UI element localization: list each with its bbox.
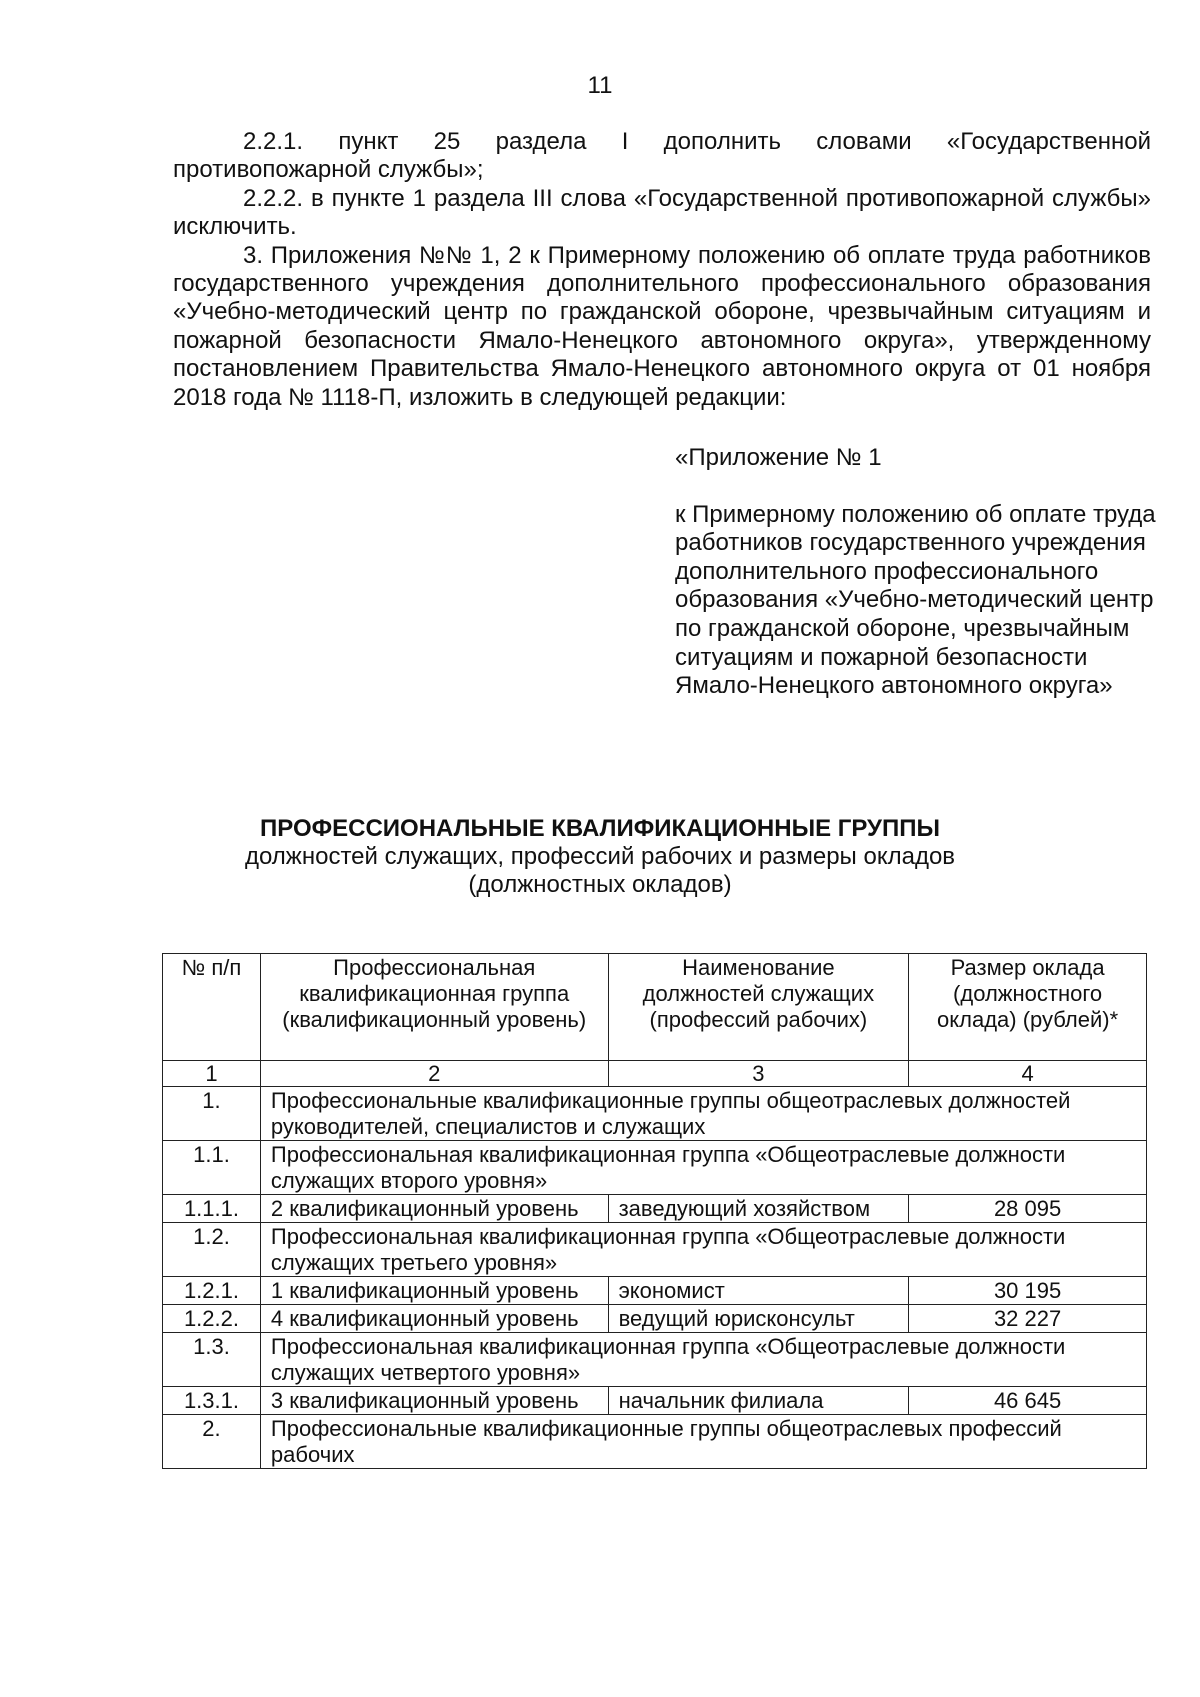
paragraph-2-2-1: 2.2.1. пункт 25 раздела I дополнить словами «Государственной противопожарной службы»;	[173, 128, 1151, 184]
salary-amount: 28 095	[909, 1195, 1147, 1223]
column-number-cell: 3	[608, 1061, 909, 1087]
qualification-level: 4 квалификационный уровень	[260, 1305, 608, 1333]
row-number: 1.2.2.	[163, 1305, 261, 1333]
qualification-level: 2 квалификационный уровень	[260, 1195, 608, 1223]
table-row	[163, 1387, 1147, 1415]
position-name: ведущий юрисконсульт	[608, 1305, 909, 1333]
header-cell-group: Профессиональная квалификационная группа (квалификационный уровень)	[260, 954, 608, 1061]
salary-amount: 30 195	[909, 1277, 1147, 1305]
heading-subtitle-line1: должностей служащих, профессий рабочих и размеры окладов	[244, 843, 956, 870]
appendix-block	[675, 444, 1165, 701]
row-number: 1.3.	[163, 1333, 261, 1387]
heading-subtitle-line2: (должностных окладов)	[468, 871, 732, 898]
table-row	[163, 1195, 1147, 1223]
table-row	[163, 1277, 1147, 1305]
paragraph-2-2-2: 2.2.2. в пункте 1 раздела III слова «Государственной противопожарной службы» исключить.	[173, 184, 1151, 241]
row-number: 1.2.1.	[163, 1277, 261, 1305]
header-cell-position: Наименование должностей служащих (профессий рабочих)	[608, 954, 909, 1061]
page-number: 11	[587, 72, 613, 99]
table-header-row	[163, 954, 1147, 1061]
header-cell-number: № п/п	[163, 954, 261, 1061]
paragraph-3: 3. Приложения №№ 1, 2 к Примерному положению об оплате труда работников государственного учреждения дополнительного профессионального образования «Учебно-методический центр по гражданской обороне, чрезвычайным ситуациям и пожарной безопасности Ямало-Ненецкого автономного округа», утвержденному постановлением Правительства Ямало-Ненецкого автономного округа от 01 ноября 2018 года № 1118-П, изложить в следующей редакции:	[173, 241, 1151, 411]
column-number-cell: 2	[260, 1061, 608, 1087]
table-row	[163, 1415, 1147, 1469]
group-title: Профессиональная квалификационная группа «Общеотраслевые должности служащих четвертого уровня»	[260, 1333, 1146, 1387]
table-row	[163, 1223, 1147, 1277]
table-column-numbers-row	[163, 1061, 1147, 1087]
table-row	[163, 1333, 1147, 1387]
group-title: Профессиональные квалификационные группы общеотраслевых должностей руководителей, специалистов и служащих	[260, 1087, 1146, 1141]
column-number-cell: 1	[163, 1061, 261, 1087]
section-heading	[0, 815, 1200, 899]
column-number-cell: 4	[909, 1061, 1147, 1087]
table-row	[163, 1305, 1147, 1333]
appendix-title: «Приложение № 1	[675, 444, 882, 471]
body-text	[173, 128, 1151, 412]
position-name: заведующий хозяйством	[608, 1195, 909, 1223]
row-number: 1.3.1.	[163, 1387, 261, 1415]
group-title: Профессиональная квалификационная группа «Общеотраслевые должности служащих третьего уровня»	[260, 1223, 1146, 1277]
group-title: Профессиональная квалификационная группа «Общеотраслевые должности служащих второго уровня»	[260, 1141, 1146, 1195]
salary-amount: 32 227	[909, 1305, 1147, 1333]
salary-amount: 46 645	[909, 1387, 1147, 1415]
table-row	[163, 1087, 1147, 1141]
row-number: 1.	[163, 1087, 261, 1141]
heading-title: ПРОФЕССИОНАЛЬНЫЕ КВАЛИФИКАЦИОННЫЕ ГРУППЫ	[260, 815, 940, 842]
row-number: 1.2.	[163, 1223, 261, 1277]
qualification-level: 3 квалификационный уровень	[260, 1387, 608, 1415]
appendix-description: к Примерному положению об оплате труда работников государственного учреждения дополнительного профессионального образования «Учебно-методический центр по гражданской обороне, чрезвычайным ситуациям и пожарной безопасности Ямало-Ненецкого автономного округа»	[675, 500, 1156, 700]
row-number: 2.	[163, 1415, 261, 1469]
qualification-level: 1 квалификационный уровень	[260, 1277, 608, 1305]
position-name: начальник филиала	[608, 1387, 909, 1415]
table-row	[163, 1141, 1147, 1195]
qualification-groups-table	[162, 953, 1147, 1469]
row-number: 1.1.1.	[163, 1195, 261, 1223]
row-number: 1.1.	[163, 1141, 261, 1195]
header-cell-salary: Размер оклада (должностного оклада) (рублей)*	[909, 954, 1147, 1061]
position-name: экономист	[608, 1277, 909, 1305]
group-title: Профессиональные квалификационные группы общеотраслевых профессий рабочих	[260, 1415, 1146, 1469]
